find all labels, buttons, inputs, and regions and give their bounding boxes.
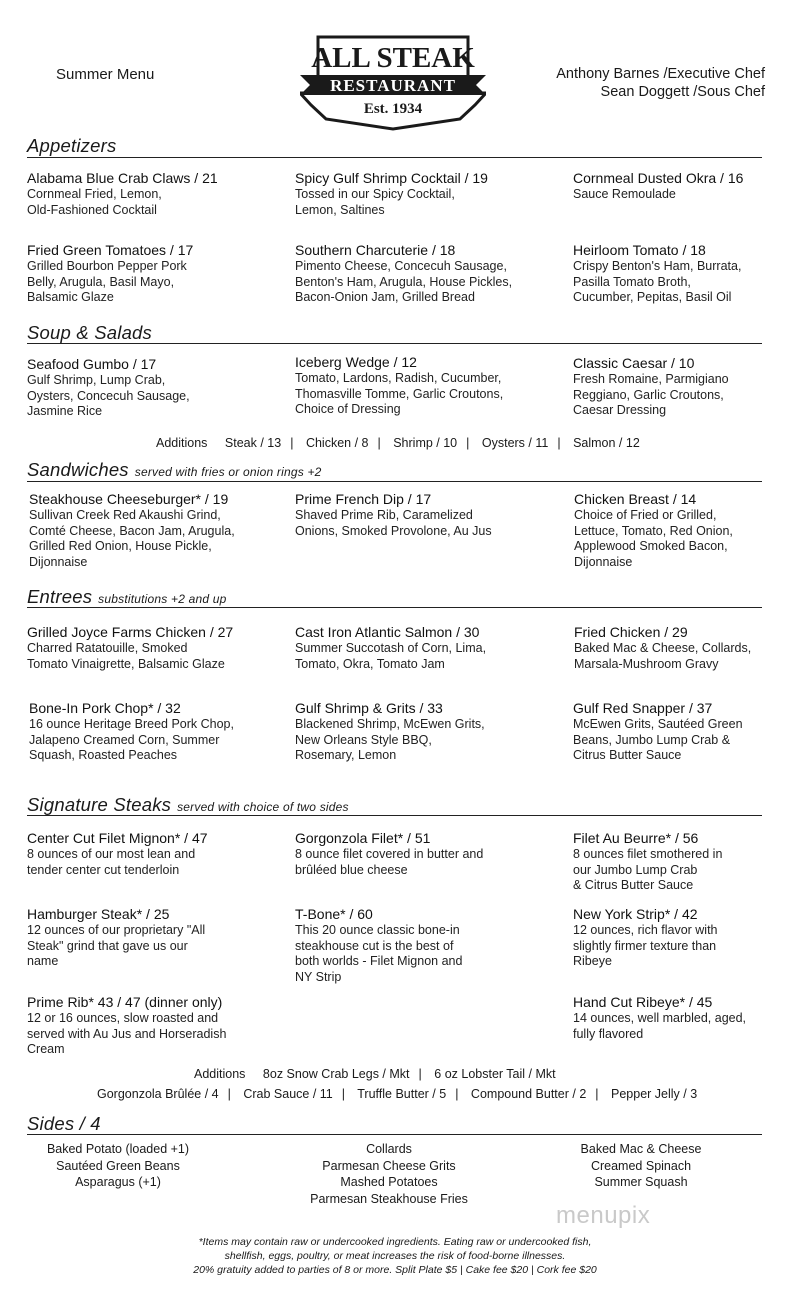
menu-item: Iceberg Wedge / 12 Tomato, Lardons, Radish, Cucumber, Thomasville Tomme, Garlic Croutons, Choice of Dressing xyxy=(295,354,504,416)
menu-item: Heirloom Tomato / 18 Crispy Benton's Ham, Burrata, Pasilla Tomato Broth, Cucumber, Pepitas, Basil Oil xyxy=(573,242,742,304)
section-title-sides: Sides / 4 xyxy=(27,1113,101,1134)
menu-item: New York Strip* / 42 12 ounces, rich flavor with slightly firmer texture than Ribeye xyxy=(573,906,718,968)
side-item: Baked Mac & Cheese xyxy=(580,1142,702,1156)
side-item: Mashed Potatoes xyxy=(340,1175,438,1189)
menu-item: Center Cut Filet Mignon* / 47 8 ounces of our most lean and tender center cut tenderloin xyxy=(27,830,208,877)
menu-item: Gulf Shrimp & Grits / 33 Blackened Shrimp, McEwen Grits, New Orleans Style BBQ, Rosemary, Lemon xyxy=(295,700,485,762)
menu-item: Prime Rib* 43 / 47 (dinner only) 12 or 16 ounces, slow roasted and served with Au Jus and Horseradish Cream xyxy=(27,994,227,1056)
steak-additions-row2: Gorgonzola Brûlée / 4 | Crab Sauce / 11 | Truffle Butter / 5 | Compound Butter / 2 | Pepper Jelly / 3 xyxy=(97,1087,698,1101)
menu-item: Gulf Red Snapper / 37 McEwen Grits, Sautéed Green Beans, Jumbo Lump Crab & Citrus Butter Sauce xyxy=(573,700,743,762)
menu-label: Summer Menu xyxy=(56,66,155,83)
menu-item: Cornmeal Dusted Okra / 16 Sauce Remoulade xyxy=(573,170,744,201)
menu-item: Seafood Gumbo / 17 Gulf Shrimp, Lump Crab, Oysters, Concecuh Sausage, Jasmine Rice xyxy=(27,356,190,418)
menu-item: Filet Au Beurre* / 56 8 ounces filet smothered in our Jumbo Lump Crab & Citrus Butter Sauce xyxy=(573,830,723,892)
divider xyxy=(27,481,762,482)
steak-additions-row1: Additions 8oz Snow Crab Legs / Mkt | 6 oz Lobster Tail / Mkt xyxy=(194,1067,556,1081)
side-item: Baked Potato (loaded +1) xyxy=(46,1142,190,1156)
divider xyxy=(27,157,762,158)
side-item: Parmesan Steakhouse Fries xyxy=(310,1191,468,1206)
footer-disclaimer: *Items may contain raw or undercooked ingredients. Eating raw or undercooked fish, shellfish, eggs, poultry, or meat increases the risk of food-borne illnesses. 20% gratuity added to parties of 8 or more. Split Plate $5 | Cake fee $20 | Cork fee $20 xyxy=(193,1236,597,1276)
menu-item: Fried Chicken / 29 Baked Mac & Cheese, Collards, Marsala-Mushroom Gravy xyxy=(574,624,752,671)
section-title-steaks: Signature Steaks served with choice of two sides xyxy=(27,794,349,815)
sous-chef: Sean Doggett /Sous Chef xyxy=(600,84,765,100)
menu-item: Hand Cut Ribeye* / 45 14 ounces, well marbled, aged, fully flavored xyxy=(573,994,747,1041)
menu-item: T-Bone* / 60 This 20 ounce classic bone-in steakhouse cut is the best of both worlds - Filet Mignon and NY Strip xyxy=(295,906,463,984)
menu-item: Prime French Dip / 17 Shaved Prime Rib, Caramelized Onions, Smoked Provolone, Au Jus xyxy=(295,491,492,538)
menu-item: Spicy Gulf Shrimp Cocktail / 19 Tossed in our Spicy Cocktail, Lemon, Saltines xyxy=(295,170,488,217)
soup-additions: Additions Steak / 13 | Chicken / 8 | Shrimp / 10 | Oysters / 11 | Salmon / 12 xyxy=(156,436,640,450)
divider xyxy=(27,815,762,816)
section-title-entrees: Entrees substitutions +2 and up xyxy=(27,586,227,607)
sides-column xyxy=(521,1141,761,1191)
side-item: Creamed Spinach xyxy=(590,1158,692,1173)
menu-item: Cast Iron Atlantic Salmon / 30 Summer Succotash of Corn, Lima, Tomato, Okra, Tomato Jam xyxy=(295,624,487,671)
divider xyxy=(27,1134,762,1135)
menu-item: Fried Green Tomatoes / 17 Grilled Bourbon Pepper Pork Belly, Arugula, Basil Mayo, Balsamic Glaze xyxy=(27,242,194,304)
logo-text-est: Est. 1934 xyxy=(363,101,423,117)
menu-item: Southern Charcuterie / 18 Pimento Cheese, Concecuh Sausage, Benton's Ham, Arugula, House Pickles, Bacon-Onion Jam, Grilled Bread xyxy=(295,242,513,304)
side-item: Parmesan Cheese Grits xyxy=(322,1158,456,1173)
menu-item: Hamburger Steak* / 25 12 ounces of our proprietary "All Steak" grind that gave us our name xyxy=(27,906,206,968)
divider xyxy=(27,343,762,344)
sides-column xyxy=(269,1141,509,1207)
menu-item: Gorgonzola Filet* / 51 8 ounce filet covered in butter and brûléed blue cheese xyxy=(295,830,484,877)
sides-column xyxy=(0,1141,238,1191)
menu-item: Alabama Blue Crab Claws / 21 Cornmeal Fried, Lemon, Old-Fashioned Cocktail xyxy=(27,170,218,217)
logo-text-allsteak: ALL STEAK xyxy=(311,42,475,74)
menu-item: Bone-In Pork Chop* / 32 16 ounce Heritage Breed Pork Chop, Jalapeno Creamed Corn, Summer Squash, Roasted Peaches xyxy=(29,700,234,762)
executive-chef: Anthony Barnes /Executive Chef xyxy=(556,66,765,82)
divider xyxy=(27,607,762,608)
menu-item: Chicken Breast / 14 Choice of Fried or Grilled, Lettuce, Tomato, Red Onion, Applewood Smoked Bacon, Dijonnaise xyxy=(574,491,733,569)
logo-text-restaurant: RESTAURANT xyxy=(330,76,456,95)
section-title-sandwiches: Sandwiches served with fries or onion rings +2 xyxy=(27,459,322,480)
menu-item: Grilled Joyce Farms Chicken / 27 Charred Ratatouille, Smoked Tomato Vinaigrette, Balsamic Glaze xyxy=(27,624,234,671)
side-item: Asparagus (+1) xyxy=(75,1175,161,1189)
side-item: Sautéed Green Beans xyxy=(56,1158,180,1173)
section-title-soups: Soup & Salads xyxy=(27,322,152,343)
watermark: menupix xyxy=(556,1202,651,1229)
chef-credits xyxy=(556,65,765,101)
side-item: Summer Squash xyxy=(594,1175,688,1189)
menu-item: Steakhouse Cheeseburger* / 19 Sullivan Creek Red Akaushi Grind, Comté Cheese, Bacon Jam, Arugula, Grilled Red Onion, House Pickle, Dijonnaise xyxy=(29,491,235,569)
section-title-appetizers: Appetizers xyxy=(27,135,117,156)
restaurant-logo xyxy=(300,33,486,131)
side-item: Collards xyxy=(366,1142,412,1156)
menu-item: Classic Caesar / 10 Fresh Romaine, Parmigiano Reggiano, Garlic Croutons, Caesar Dressing xyxy=(573,355,729,417)
